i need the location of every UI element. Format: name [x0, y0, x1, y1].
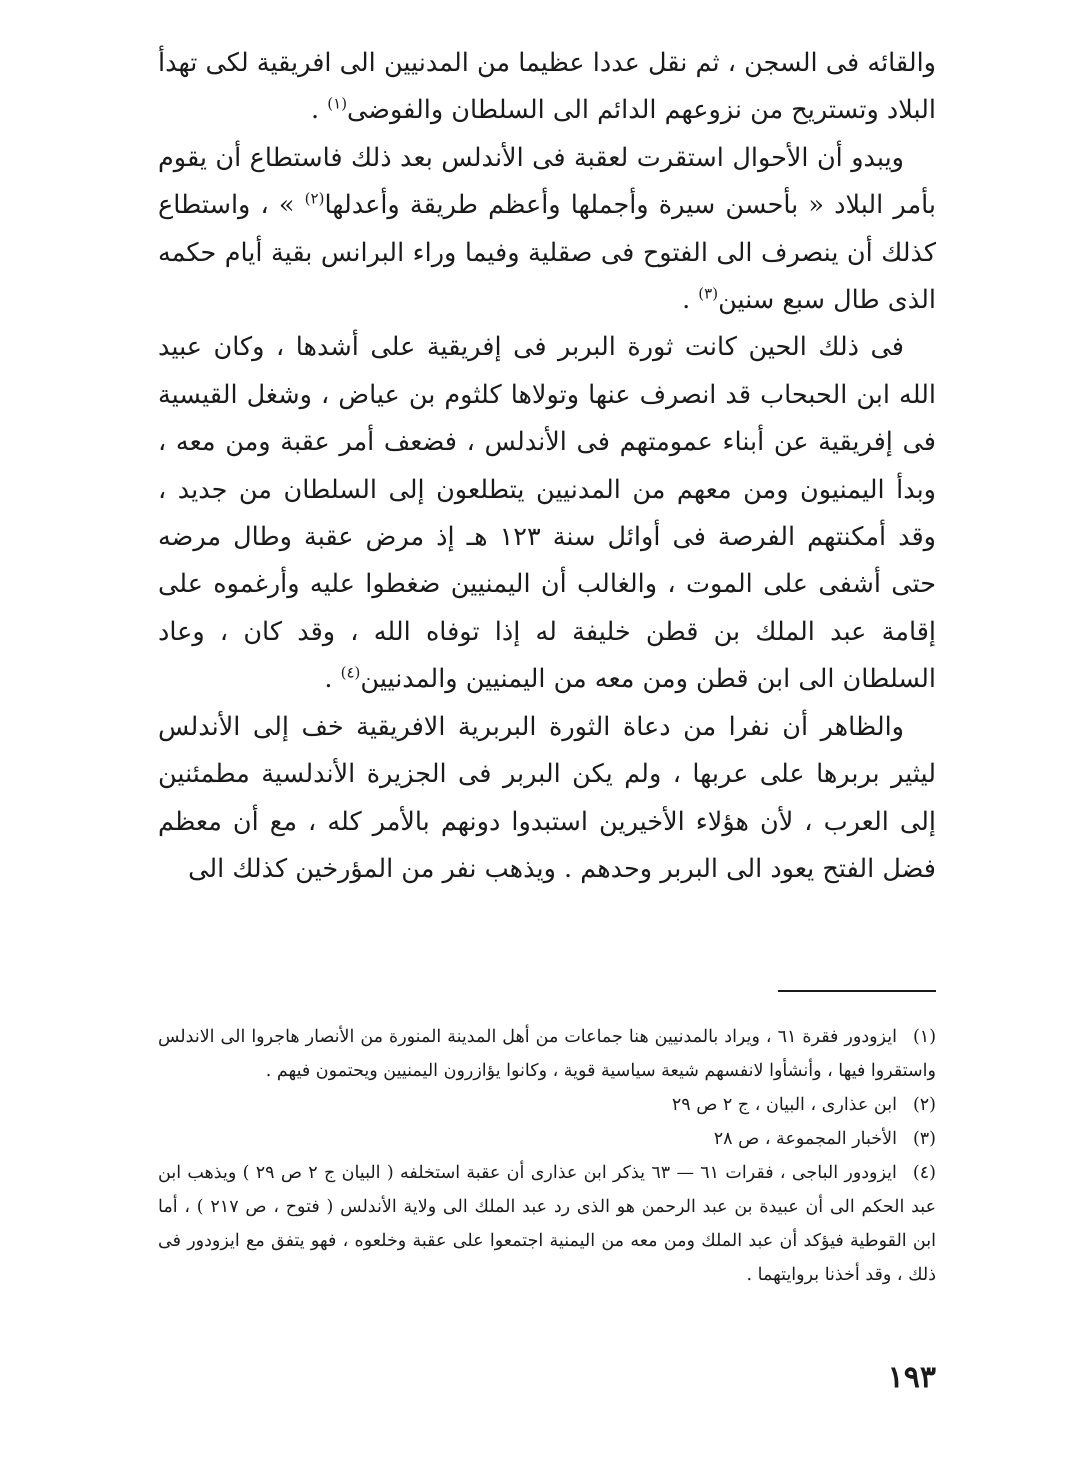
footnote-reference: (٤)	[340, 663, 361, 682]
footnote-text: ايزودور الباجى ، فقرات ٦١ — ٦٣ يذكر ابن عذارى أن عقبة استخلفه ( البيان ج ٢ ص ٢٩ ) ويذهب ابن عبد الحكم الى أن عبيدة بن عبد الرحمن هو الذى رد عبد الملك الى ولاية الأندلس ( فتوح ، ص ٢١٧ ) ، أما ابن القوطية فيؤكد أن عبد الملك ومن معه من اليمنية اجتمعوا على عقبة وخلعوه ، فهو يتفق مع ايزودور فى ذلك ، وقد أخذنا بروايتهما .	[158, 1163, 937, 1285]
footnote-4	[158, 1156, 936, 1292]
footnotes	[158, 1020, 936, 1292]
footnote-reference: (٣)	[698, 284, 719, 303]
paragraph-text: والقائه فى السجن ، ثم نقل عددا عظيما من المدنيين الى افريقية لكى تهدأ البلاد وتستريح من نزوعهم الدائم الى السلطان والفوضى	[158, 48, 936, 126]
paragraph-2	[158, 135, 936, 325]
paragraph-text: فى ذلك الحين كانت ثورة البربر فى إفريقية على أشدها ، وكان عبيد الله ابن الحبحاب قد انصرف عنها وتولاها كلثوم بن عياض ، وشغل القيسية فى إفريقية عن أبناء عمومتهم فى الأندلس ، فضعف أمر عقبة ومن معه ، وبدأ اليمنيون ومن معهم من المدنيين يتطلعون إلى السلطان من جديد ، وقد أمكنتهم الفرصة فى أوائل سنة ١٢٣ هـ إذ مرض عقبة وطال مرضه حتى أشفى على الموت ، والغالب أن اليمنيين ضغطوا عليه وأرغموه على إقامة عبد الملك بن قطن خليفة له إذا توفاه الله ، وقد كان ، وعاد السلطان الى ابن قطن ومن معه من اليمنيين والمدنيين	[158, 332, 936, 695]
footnote-text: ايزودور فقرة ٦١ ، ويراد بالمدنيين هنا جماعات من أهل المدينة المنورة من الأنصار هاجروا الى الاندلس واستقروا فيها ، وأنشأوا لانفسهم شيعة سياسية قوية ، وكانوا يؤازرون اليمنيين ويحتمون فيهم .	[158, 1027, 936, 1081]
footnote-3	[158, 1122, 936, 1156]
paragraph-end: .	[311, 95, 328, 126]
paragraph-end: .	[324, 664, 341, 695]
paragraph-3	[158, 324, 936, 703]
main-text	[158, 40, 936, 893]
footnote-number: (٤)	[912, 1163, 936, 1183]
footnote-1	[158, 1020, 936, 1088]
paragraph-end: .	[682, 285, 699, 316]
paragraph-text: والظاهر أن نفرا من دعاة الثورة البربرية الافريقية خف إلى الأندلس ليثير بربرها على عربها ، ولم يكن البربر فى الجزيرة الأندلسية مطمئنين إلى العرب ، لأن هؤلاء الأخيرين استبدوا دونهم بالأمر كله ، مع أن معظم فضل الفتح يعود الى البربر وحدهم . ويذهب نفر من المؤرخين كذلك الى	[158, 711, 936, 884]
paragraph-1	[158, 40, 936, 135]
footnote-number: (٣)	[912, 1129, 936, 1149]
footnote-text: ابن عذارى ، البيان ، ج ٢ ص ٢٩	[671, 1095, 897, 1115]
footnote-reference: (١)	[327, 94, 348, 113]
paragraph-continuation: » ، واستطاع كذلك أن ينصرف الى الفتوح فى صقلية وفيما وراء البرانس بقية أيام حكمه الذى طال سبع سنين	[158, 190, 936, 316]
footnote-number: (٢)	[912, 1095, 936, 1115]
footnote-separator	[778, 990, 936, 992]
footnote-text: الأخبار المجموعة ، ص ٢٨	[713, 1129, 897, 1149]
footnote-number: (١)	[912, 1027, 937, 1047]
paragraph-text: ويبدو أن الأحوال استقرت لعقبة فى الأندلس بعد ذلك فاستطاع أن يقوم بأمر البلاد « بأحسن سيرة وأجملها وأعظم طريقة وأعدلها	[158, 142, 936, 221]
footnote-2	[158, 1088, 936, 1122]
footnote-reference: (٢)	[304, 189, 325, 208]
paragraph-4	[158, 704, 936, 894]
page-number: ١٩٣	[887, 1360, 936, 1395]
book-page	[158, 40, 936, 1440]
